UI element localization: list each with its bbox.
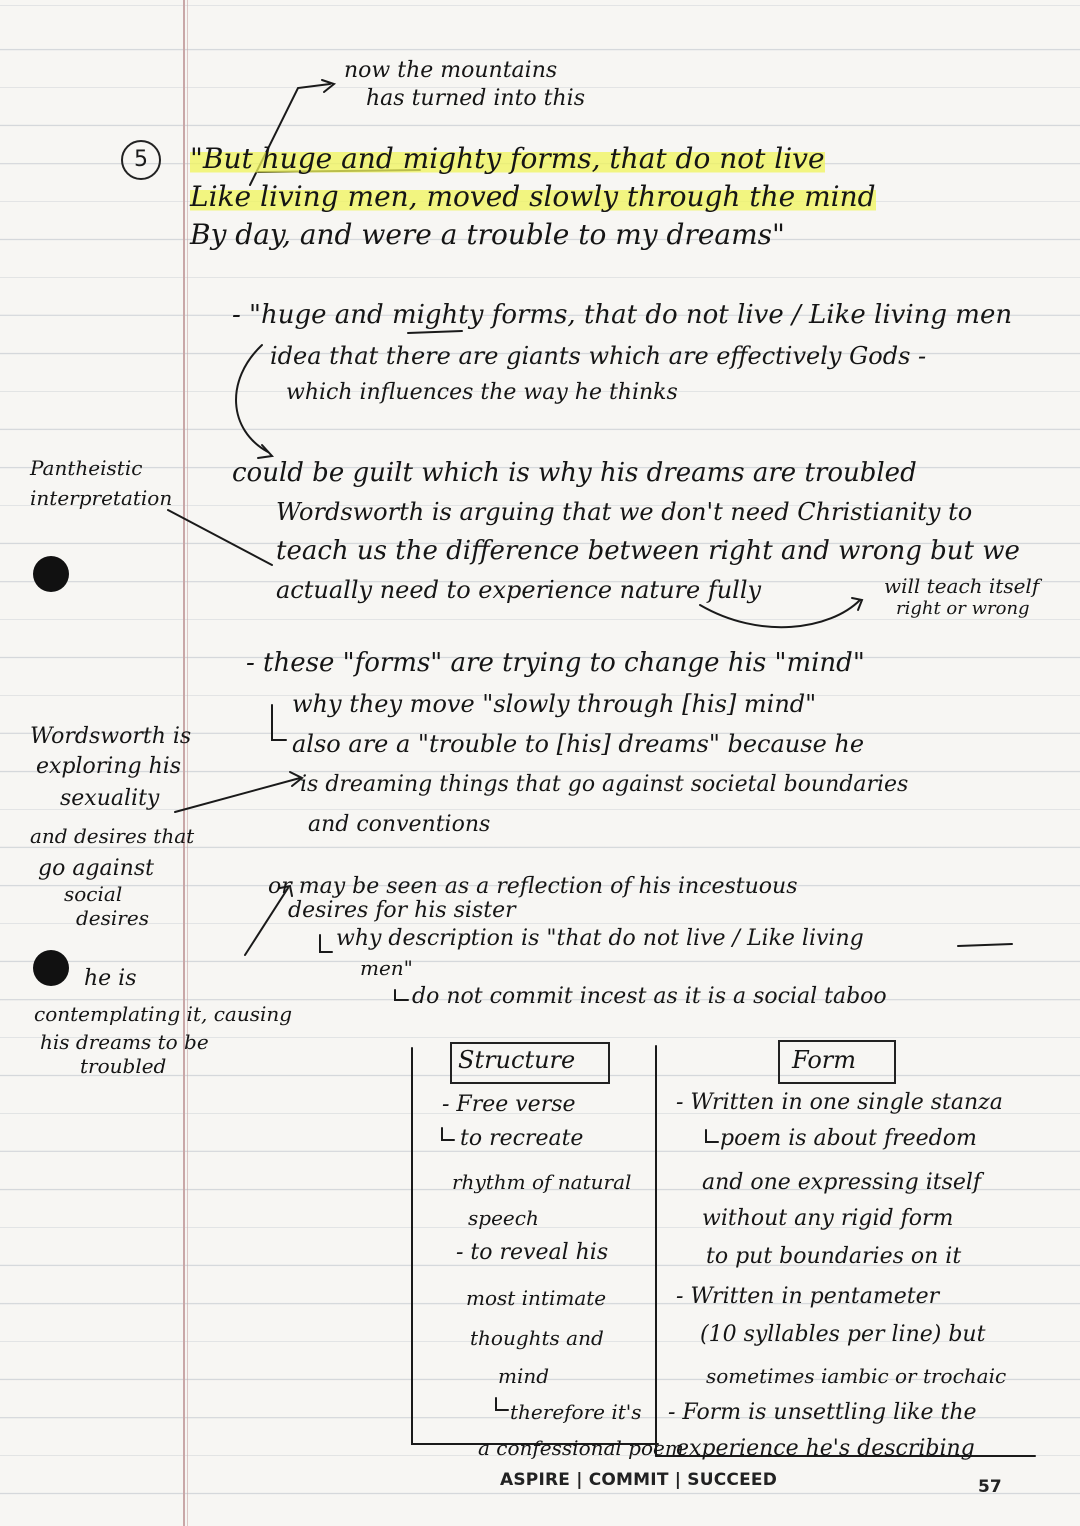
margin-note: sexuality <box>60 786 160 811</box>
form-line: experience he's describing <box>676 1436 975 1461</box>
margin-note: Wordsworth is <box>30 724 192 749</box>
structure-line: therefore it's <box>510 1400 642 1424</box>
margin-note: interpretation <box>30 486 173 510</box>
form-line: - Written in one single stanza <box>676 1090 1003 1115</box>
margin-note: troubled <box>80 1054 167 1078</box>
structure-line: - to reveal his <box>456 1240 609 1265</box>
point-quote: - "huge and mighty forms, that do not live / Like living men <box>232 300 1013 330</box>
structure-line: rhythm of natural <box>452 1170 632 1194</box>
arrow-sexuality <box>175 778 300 812</box>
structure-line: mind <box>498 1364 550 1388</box>
structure-line: a confessional poem <box>478 1436 684 1460</box>
point-line: could be guilt which is why his dreams are troubled <box>232 458 917 488</box>
form-heading: Form <box>792 1046 857 1074</box>
annotation-line: has turned into this <box>366 86 585 111</box>
point-line: - these "forms" are trying to change his "mind" <box>246 648 865 678</box>
margin-note: social <box>64 882 123 906</box>
form-line: - Form is unsettling like the <box>668 1400 977 1425</box>
point-line: which influences the way he thinks <box>286 380 678 405</box>
point-line: actually need to experience nature fully <box>276 576 762 604</box>
margin-note: exploring his <box>36 754 182 779</box>
margin-note: he is <box>84 966 137 991</box>
margin-note: and desires that <box>30 824 195 848</box>
point-line: why description is "that do not live / Like living <box>336 926 864 951</box>
quote-line: By day, and were a trouble to my dreams" <box>190 218 785 251</box>
structure-line: to recreate <box>460 1126 584 1151</box>
structure-line: thoughts and <box>470 1326 604 1350</box>
structure-heading: Structure <box>458 1046 576 1074</box>
point-line: and conventions <box>308 812 491 837</box>
point-line: teach us the difference between right and wrong but we <box>276 536 1020 566</box>
margin-note: Pantheistic <box>30 456 143 480</box>
form-line: and one expressing itself <box>702 1170 982 1195</box>
form-line: to put boundaries on it <box>706 1244 962 1269</box>
form-line: sometimes iambic or trochaic <box>706 1364 1007 1388</box>
margin-note: contemplating it, causing <box>34 1002 293 1026</box>
quote-line: Like living men, moved slowly through the mind <box>190 180 876 213</box>
point-line: idea that there are giants which are effectively Gods - <box>270 342 927 370</box>
point-line: men" <box>360 956 413 980</box>
margin-note: desires <box>76 906 149 930</box>
form-line: poem is about freedom <box>720 1126 977 1151</box>
form-line: (10 syllables per line) but <box>700 1322 986 1347</box>
aside-note: will teach itself <box>884 574 1040 598</box>
footer-motto: ASPIRE | COMMIT | SUCCEED <box>500 1470 777 1490</box>
point-line: why they move "slowly through [his] mind" <box>292 690 817 718</box>
form-line: without any rigid form <box>702 1206 954 1231</box>
quote-line: "But huge and mighty forms, that do not live <box>190 142 825 175</box>
point-line: Wordsworth is arguing that we don't need Christianity to <box>276 498 973 526</box>
point-line: do not commit incest as it is a social taboo <box>412 984 887 1009</box>
arrow-pantheistic <box>168 510 272 565</box>
point-line: desires for his sister <box>288 898 516 923</box>
point-line: is dreaming things that go against societal boundaries <box>300 772 909 797</box>
margin-note: his dreams to be <box>40 1030 209 1054</box>
aside-note: right or wrong <box>896 598 1030 619</box>
bracket-curve <box>236 345 268 452</box>
point-line: also are a "trouble to [his] dreams" because he <box>292 730 865 758</box>
annotation-line: now the mountains <box>344 58 558 83</box>
form-line: - Written in pentameter <box>676 1284 940 1309</box>
structure-line: most intimate <box>466 1286 607 1310</box>
page-number: 57 <box>978 1477 1002 1497</box>
structure-line: speech <box>468 1206 539 1230</box>
structure-line: - Free verse <box>442 1092 576 1117</box>
curve-nature <box>700 600 860 627</box>
point-line: or may be seen as a reflection of his incestuous <box>268 874 798 899</box>
margin-note: go against <box>38 856 154 881</box>
section-number: 5 <box>121 140 161 180</box>
